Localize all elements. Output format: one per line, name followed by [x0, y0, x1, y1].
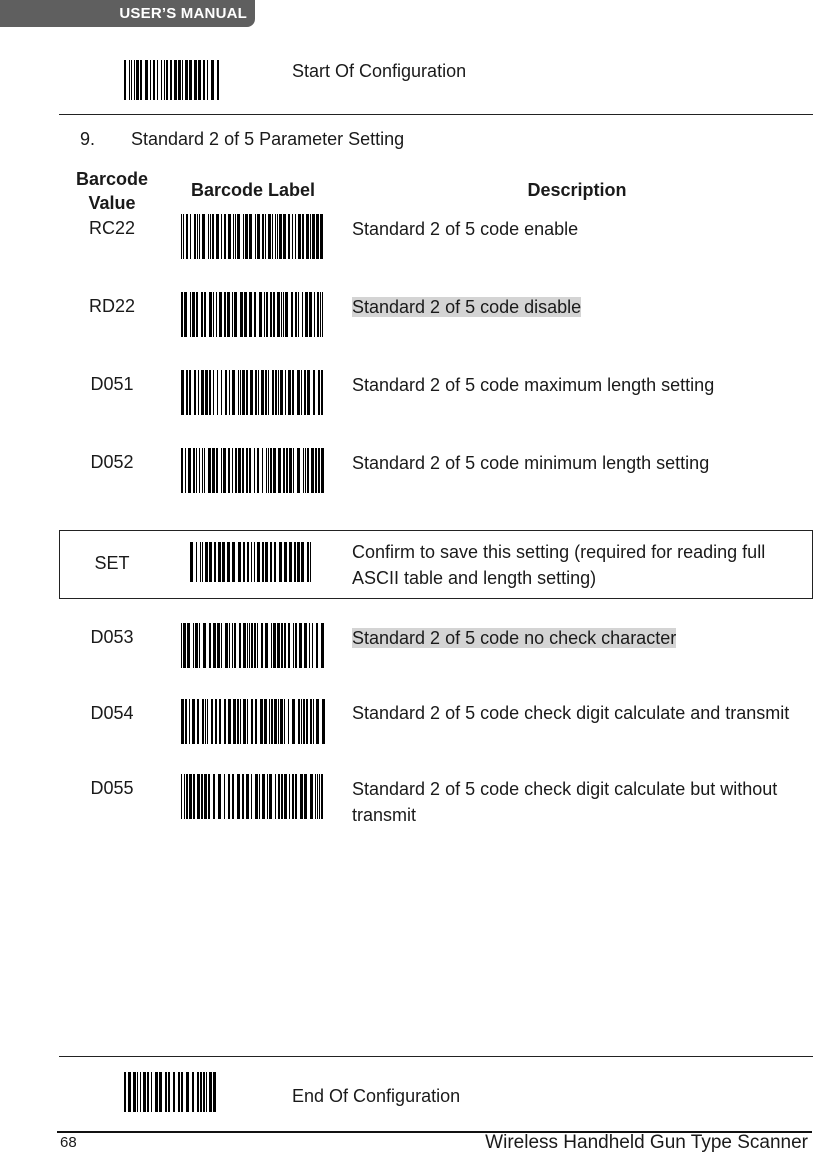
page-number: 68	[60, 1134, 77, 1151]
row-description-d054-text: Standard 2 of 5 code check digit calculate and transmit	[352, 703, 790, 723]
end-config-barcode	[124, 1072, 220, 1112]
row-value-d051: D051	[90, 374, 134, 394]
column-header-description: Description	[527, 180, 627, 200]
row-value-d054: D054	[90, 703, 134, 723]
row-value-rc22: RC22	[88, 218, 136, 238]
start-config-label: Start Of Configuration	[292, 61, 467, 81]
row-description-d054	[352, 700, 802, 726]
section-number: 9.	[80, 129, 96, 149]
start-config-barcode	[124, 60, 220, 100]
top-divider	[59, 114, 813, 115]
end-config-label: End Of Configuration	[292, 1086, 461, 1106]
section-title: Standard 2 of 5 Parameter Setting	[131, 129, 405, 149]
row-description-d051-text: Standard 2 of 5 code maximum length setting	[352, 375, 715, 395]
row-description-rc22-text: Standard 2 of 5 code enable	[352, 219, 579, 239]
row-description-set-text: Confirm to save this setting (required for reading full ASCII table and length setting)	[352, 542, 766, 588]
column-header-barcode-value: Barcode Value	[75, 169, 149, 213]
row-description-d055	[352, 776, 802, 828]
row-description-rd22-text: Standard 2 of 5 code disable	[352, 297, 582, 317]
bottom-divider	[59, 1056, 813, 1057]
barcode-rd22	[181, 292, 326, 337]
row-description-d053	[352, 625, 802, 651]
barcode-set	[190, 542, 314, 582]
barcode-d053	[181, 623, 326, 668]
row-description-d055-text: Standard 2 of 5 code check digit calculate but without transmit	[352, 779, 778, 825]
row-value-d053: D053	[90, 627, 134, 647]
footer-product-name: Wireless Handheld Gun Type Scanner	[485, 1132, 808, 1153]
row-description-rd22	[352, 294, 802, 320]
row-description-d052	[352, 450, 802, 476]
barcode-d051	[181, 370, 326, 415]
row-value-d052: D052	[90, 452, 134, 472]
row-description-rc22	[352, 216, 802, 242]
row-value-rd22: RD22	[88, 296, 136, 316]
row-description-d051	[352, 372, 802, 398]
row-description-d052-text: Standard 2 of 5 code minimum length setting	[352, 453, 710, 473]
barcode-d052	[181, 448, 326, 493]
column-header-barcode-label: Barcode Label	[190, 180, 316, 200]
row-value-d055: D055	[90, 778, 134, 798]
manual-header-title: USER’S MANUAL	[119, 5, 247, 22]
row-description-d053-text: Standard 2 of 5 code no check character	[352, 628, 677, 648]
row-value-set: SET	[94, 553, 130, 573]
barcode-d054	[181, 699, 326, 744]
row-description-set	[352, 539, 802, 591]
barcode-rc22	[181, 214, 326, 259]
manual-header-tab	[0, 0, 255, 27]
barcode-d055	[181, 774, 326, 819]
